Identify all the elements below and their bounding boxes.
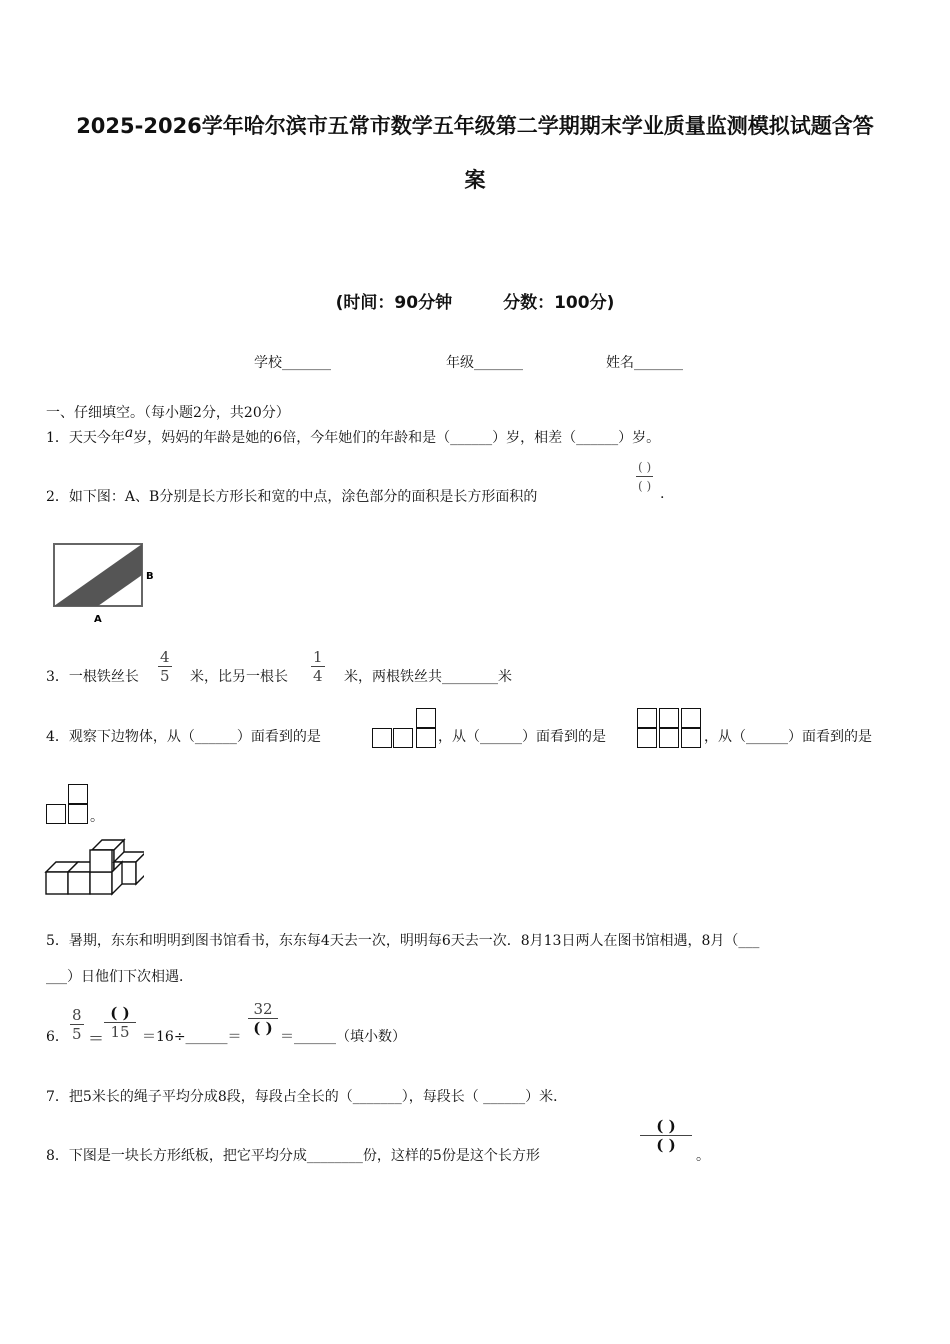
q6-fraction-2 <box>104 1004 136 1041</box>
q8-end: 。 <box>696 1148 710 1164</box>
q5-num: 5． <box>46 933 69 949</box>
q8-text: 下图是一块长方形纸板，把它平均分成________份，这样的5份是这个长方形 <box>68 1148 540 1164</box>
q3-f1-top: 4 <box>160 648 170 666</box>
q2-frac-bottom: ( ) <box>638 479 652 493</box>
question-7 <box>46 1086 567 1106</box>
view2-cell <box>637 708 657 728</box>
q6-f2-top: ( ) <box>104 1004 136 1023</box>
page-title-line2: 案 <box>464 168 486 192</box>
q6-f2-bottom: 15 <box>110 1023 130 1041</box>
view1-cell <box>416 728 436 748</box>
q5-text-line1: 暑期，东东和明明到图书馆看书，东东每4天去一次，明明每6天去一次．8月13日两人在图书馆相遇，8月（___ <box>68 933 760 949</box>
q2-fraction <box>636 458 653 495</box>
q6-fraction-3 <box>248 1000 278 1037</box>
q3-text-a: 一根铁丝长 <box>68 669 139 685</box>
q4-view-1 <box>372 708 438 750</box>
name-field[interactable]: 姓名_______ <box>606 355 683 371</box>
q3-fraction-2 <box>311 648 325 685</box>
q8-num: 8． <box>46 1148 69 1164</box>
view2-cell <box>681 728 701 748</box>
view2-cell <box>637 728 657 748</box>
q5-text-line2: ___）日他们下次相遇． <box>46 969 193 985</box>
question-8 <box>46 1145 540 1165</box>
q2-label-a: A <box>94 614 102 625</box>
view2-cell <box>659 708 679 728</box>
q4-cube-object <box>44 838 144 900</box>
q7-text: 把5米长的绳子平均分成8段，每段占全长的（_______），每段长（ ______）米． <box>68 1089 568 1105</box>
q8-frac-top: ( ) <box>640 1117 692 1136</box>
q1-num: 1． <box>46 430 69 446</box>
q4-num: 4． <box>46 729 69 745</box>
q8-frac-bottom: ( ) <box>656 1136 676 1154</box>
q4-text-c: ，从（______）面看到的是 <box>704 729 872 745</box>
q1-var: a <box>124 425 134 441</box>
q2-end: . <box>660 486 665 502</box>
q6-fraction-1 <box>70 1006 84 1043</box>
q6-end: ＝______（填小数） <box>280 1029 406 1045</box>
q1-text-b: 岁，妈妈的年龄是她的6倍，今年她们的年龄和是（______）岁，相差（______）岁。 <box>133 430 661 446</box>
q3-f1-bottom: 5 <box>160 667 170 685</box>
view3-cell <box>68 784 88 804</box>
page-title-line1: 2025-2026学年哈尔滨市五常市数学五年级第二学期期末学业质量监测模拟试题含答 <box>76 114 874 138</box>
q4-view-2 <box>637 708 703 750</box>
q4-view-3 <box>46 784 90 826</box>
q6-f1-bottom: 5 <box>72 1025 82 1043</box>
q2-frac-top: ( ) <box>636 458 653 477</box>
q4-text-a: 观察下边物体，从（______）面看到的是 <box>68 729 321 745</box>
question-2 <box>46 486 537 506</box>
view3-cell <box>46 804 66 824</box>
q1-text-a: 天天今年 <box>68 430 125 446</box>
time-score: (时间：90分钟 分数：100分) <box>335 293 615 313</box>
section-heading: 一、仔细填空。（每小题2分，共20分） <box>46 405 290 421</box>
q3-f2-bottom: 4 <box>313 667 323 685</box>
q4-part-a <box>46 726 321 746</box>
grade-field[interactable]: 年级_______ <box>446 355 523 371</box>
q6-f1-top: 8 <box>72 1006 82 1024</box>
q4-end: 。 <box>90 809 104 825</box>
q3-num: 3． <box>46 669 69 685</box>
q2-label-b: B <box>146 571 154 582</box>
q2-text: 如下图：A、B分别是长方形长和宽的中点，涂色部分的面积是长方形面积的 <box>68 489 538 505</box>
school-field[interactable]: 学校_______ <box>254 355 331 371</box>
q3-fraction-1 <box>158 648 172 685</box>
view1-cell <box>372 728 392 748</box>
view1-cell <box>393 728 413 748</box>
q3-f2-top: 1 <box>313 648 323 666</box>
q8-fraction <box>640 1117 692 1154</box>
q3-text-b: 米，比另一根长 <box>190 669 288 685</box>
q6-num: 6． <box>46 1029 69 1045</box>
view2-cell <box>659 728 679 748</box>
question-1 <box>46 427 660 447</box>
q6-mid: ＝16÷______＝ <box>142 1029 242 1045</box>
q4-text-b: ，从（______）面看到的是 <box>438 729 606 745</box>
q3-num-and-a <box>46 666 139 686</box>
q7-num: 7． <box>46 1089 69 1105</box>
q6-f3-top: 32 <box>248 1000 278 1019</box>
q5-line1 <box>46 930 759 950</box>
view2-cell <box>681 708 701 728</box>
q2-num: 2． <box>46 489 69 505</box>
view1-cell <box>416 708 436 728</box>
q6-f3-bottom: ( ) <box>253 1019 273 1037</box>
q6-equals: ＝ <box>88 1029 105 1048</box>
q2-rectangle-figure <box>50 538 165 628</box>
q3-text-c: 米，两根铁丝共________米 <box>344 669 512 685</box>
view3-cell <box>68 804 88 824</box>
